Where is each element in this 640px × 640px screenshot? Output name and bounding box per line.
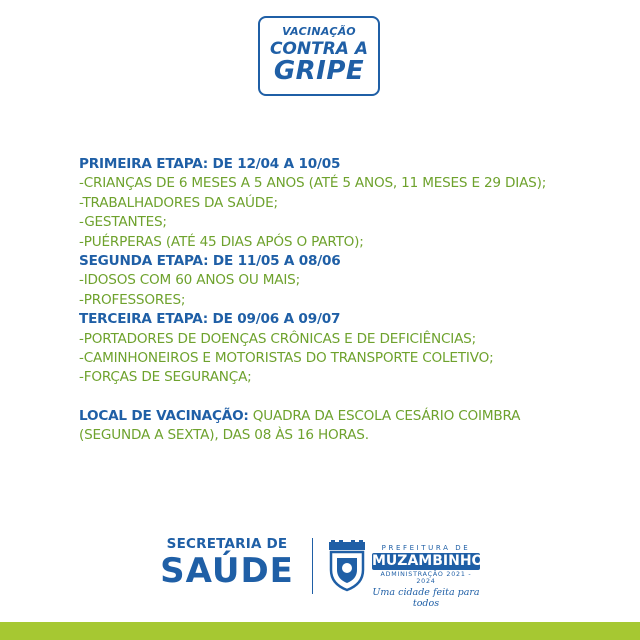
prefeitura-logo xyxy=(372,544,484,609)
stage-item: -CRIANÇAS DE 6 MESES A 5 ANOS (ATÉ 5 ANOS, 11 MESES E 29 DIAS); xyxy=(79,175,547,192)
schedule-content xyxy=(79,155,619,446)
local-label: LOCAL DE VACINAÇÃO: xyxy=(79,407,249,424)
city-name: MUZAMBINHO xyxy=(372,553,484,569)
stage-item: -PUÉRPERAS (ATÉ 45 DIAS APÓS O PARTO); xyxy=(79,233,364,250)
secretaria-line-1: SECRETARIA DE xyxy=(166,536,288,552)
stage-item: -PROFESSORES; xyxy=(79,291,186,308)
local-line xyxy=(79,407,619,426)
stage-item: -FORÇAS DE SEGURANÇA; xyxy=(79,369,252,386)
local-hours: (SEGUNDA A SEXTA), DAS 08 ÀS 16 HORAS. xyxy=(79,427,369,444)
stage-item: -GESTANTES; xyxy=(79,214,167,231)
slogan: Uma cidade feita para todos xyxy=(372,587,480,609)
bottom-green-bar xyxy=(0,622,640,640)
footer-divider xyxy=(312,538,313,594)
secretaria-logo xyxy=(152,536,302,590)
stage-item: -CAMINHONEIROS E MOTORISTAS DO TRANSPORTE COLETIVO; xyxy=(79,350,494,367)
administration-period: ADMINISTRAÇÃO 2021 - 2024 xyxy=(380,571,472,585)
local-text: QUADRA DA ESCOLA CESÁRIO COIMBRA xyxy=(252,407,521,424)
stage-item: -IDOSOS COM 60 ANOS OU MAIS; xyxy=(79,272,300,289)
stage-heading: SEGUNDA ETAPA: DE 11/05 A 08/06 xyxy=(79,253,341,270)
stage-heading: PRIMEIRA ETAPA: DE 12/04 A 10/05 xyxy=(79,156,341,172)
city-crest-icon xyxy=(325,540,369,592)
badge-line-2: CONTRA A xyxy=(269,39,369,59)
stage-item: -TRABALHADORES DA SAÚDE; xyxy=(79,194,278,211)
secretaria-line-2: SAÚDE xyxy=(160,551,294,591)
stage-item: -PORTADORES DE DOENÇAS CRÔNICAS E DE DEFICIÊNCIAS; xyxy=(79,330,476,347)
badge-line-1: VACINAÇÃO xyxy=(282,25,356,38)
stage-heading: TERCEIRA ETAPA: DE 09/06 A 09/07 xyxy=(79,311,341,328)
prefeitura-label: PREFEITURA DE xyxy=(381,544,471,552)
badge-line-3: GRIPE xyxy=(273,56,365,86)
spacer xyxy=(79,388,619,407)
campaign-badge xyxy=(258,16,380,96)
